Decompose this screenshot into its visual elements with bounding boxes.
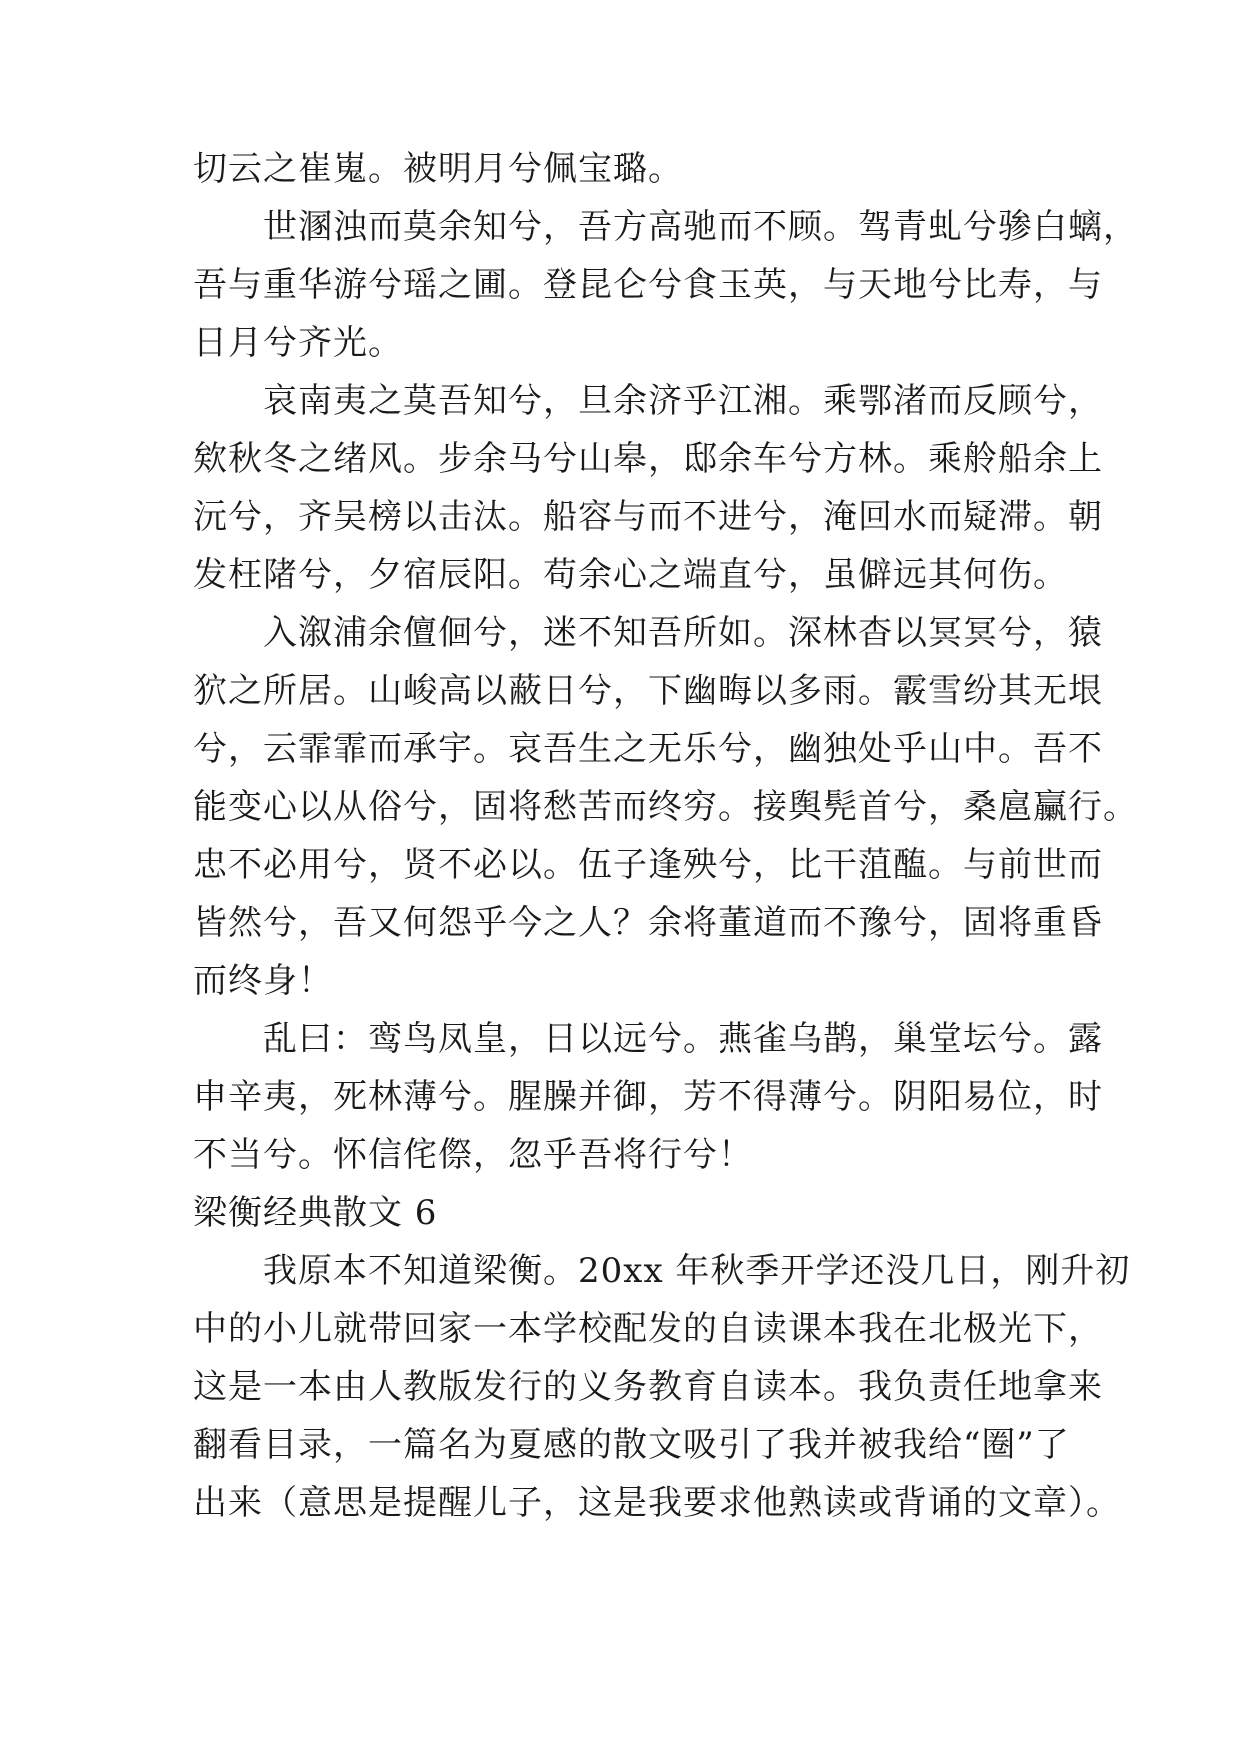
text-line: 吾与重华游兮瑶之圃。登昆仑兮食玉英，与天地兮比寿，与: [193, 265, 1103, 305]
document-page: [193, 140, 1138, 1532]
text-block-2: [193, 1242, 1131, 1532]
text-line: 沅兮，齐吴榜以击汰。船容与而不进兮，淹回水而疑滞。朝: [193, 497, 1103, 537]
text-line: 出来（意思是提醒儿子，这是我要求他熟读或背诵的文章）。: [193, 1483, 1121, 1523]
text-block-1: [193, 140, 1138, 1184]
text-line: 我原本不知道梁衡。20xx 年秋季开学还没几日，刚升初: [193, 1251, 1131, 1291]
text-line: 翻看目录，一篇名为夏感的散文吸引了我并被我给“圈”了: [193, 1425, 1070, 1465]
text-line: 申辛夷，死林薄兮。腥臊并御，芳不得薄兮。阴阳易位，时: [193, 1077, 1103, 1117]
text-line: 皆然兮，吾又何怨乎今之人？余将董道而不豫兮，固将重昏: [193, 903, 1103, 943]
text-line: 这是一本由人教版发行的义务教育自读本。我负责任地拿来: [193, 1367, 1103, 1407]
text-line: 欸秋冬之绪风。步余马兮山皋，邸余车兮方林。乘舲船余上: [193, 439, 1103, 479]
text-line: 能变心以从俗兮，固将愁苦而终穷。接舆髡首兮，桑扈臝行。: [193, 787, 1138, 827]
text-line: 发枉陼兮，夕宿辰阳。苟余心之端直兮，虽僻远其何伤。: [193, 555, 1068, 595]
text-line: 世溷浊而莫余知兮，吾方高驰而不顾。驾青虬兮骖白螭，: [193, 207, 1138, 247]
text-line: 兮，云霏霏而承宇。哀吾生之无乐兮，幽独处乎山中。吾不: [193, 729, 1103, 769]
section-heading: 梁衡经典散文 6: [193, 1193, 438, 1233]
text-line: 不当兮。怀信侘傺，忽乎吾将行兮！: [193, 1135, 753, 1175]
text-line: 而终身！: [193, 961, 333, 1001]
text-line: 日月兮齐光。: [193, 323, 403, 363]
text-line: 狖之所居。山峻高以蔽日兮，下幽晦以多雨。霰雪纷其无垠: [193, 671, 1103, 711]
text-line: 哀南夷之莫吾知兮，旦余济乎江湘。乘鄂渚而反顾兮，: [193, 381, 1103, 421]
text-line: 忠不必用兮，贤不必以。伍子逢殃兮，比干菹醢。与前世而: [193, 845, 1103, 885]
text-line: 中的小儿就带回家一本学校配发的自读课本我在北极光下，: [193, 1309, 1103, 1349]
text-line: 切云之崔嵬。被明月兮佩宝璐。: [193, 149, 683, 189]
text-line: 乱曰：鸾鸟凤皇，日以远兮。燕雀乌鹊，巢堂坛兮。露: [193, 1019, 1103, 1059]
text-line: 入溆浦余儃佪兮，迷不知吾所如。深林杳以冥冥兮，猿: [193, 613, 1103, 653]
